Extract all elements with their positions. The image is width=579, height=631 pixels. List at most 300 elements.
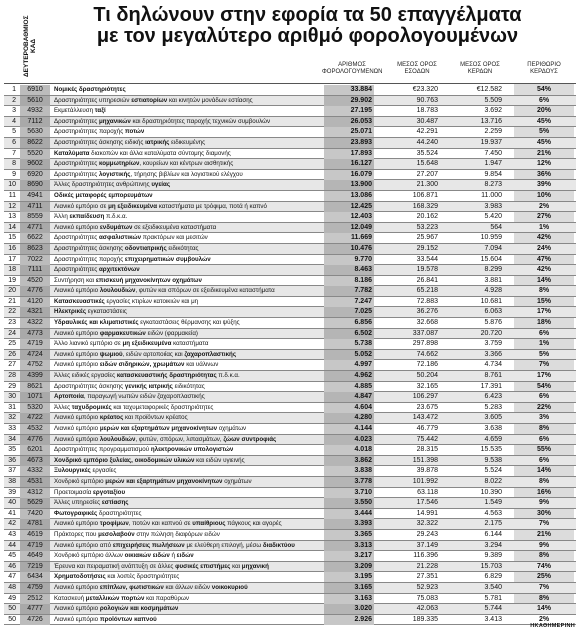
table-row [4,371,576,382]
average-profit: 3.605 [484,414,502,422]
profit-margin: 8% [538,477,550,485]
description-highlight: λουλουδιών [99,287,136,295]
average-revenue: 116.396 [413,552,438,560]
description-text: Δραστηριότητες άσκησης [54,244,125,252]
average-revenue: 14.991 [416,509,438,517]
rank-number: 37 [8,467,16,475]
description-highlight: υπαίθριους [192,520,226,528]
kad-code: 8690 [20,180,50,190]
description-highlight: Αρτοποιία [54,393,84,401]
description-text: και δραστηριότητες παροχής τεχνικών συμβουλών [130,117,271,125]
description-highlight: φαρμακευτικών [99,329,146,337]
description-text: στην πώληση διαφόρων ειδών [134,530,220,538]
rank-number: 21 [8,297,16,305]
filers-count: 3.163 [324,594,374,604]
description-text: πάγκους και αγορές [225,520,282,528]
average-profit: 3.692 [484,107,502,115]
table-row [4,594,576,605]
filers-count: 3.778 [324,477,374,487]
profit-margin: 10% [536,191,551,199]
kad-code: 4941 [20,191,50,201]
filers-count: 10.476 [324,244,374,254]
kad-code: 4321 [20,307,50,317]
kad-code: 4673 [20,456,50,466]
profession-description [54,509,322,519]
profit-margin: 21% [536,530,551,538]
rank-number: 4 [12,117,16,125]
average-revenue: 23.675 [416,403,438,411]
profit-margin: 9% [538,499,550,507]
table-row [4,191,576,202]
description-highlight: εστίασης [101,499,129,507]
description-text: Λιανικό εμπόριο από [54,541,113,549]
table-row [4,223,576,234]
profession-description [54,488,322,498]
filers-count: 3.365 [324,530,374,540]
rank-number: 24 [8,329,16,337]
description-text: Πράκτορες που [54,530,99,538]
description-text: εγκαταστάσεις [86,308,127,316]
description-text: και ειδών υγιεινής [194,456,245,464]
profession-description [54,138,322,148]
margin-column-header: ΠΕΡΙΘΩΡΙΟ ΚΕΡΔΟΥΣ [527,62,561,75]
description-text: π.δ.κ.α. [216,372,240,380]
description-highlight: εργοταξίου [93,488,126,496]
kad-code: 7112 [20,117,50,127]
average-profit: 10.390 [480,488,502,496]
kad-code: 6910 [20,85,50,95]
filers-count: 3.710 [324,488,374,498]
kad-code: 1071 [20,392,50,402]
profit-margin: 24% [536,244,551,252]
description-text: και υάλινων [184,361,219,369]
profit-margin: 14% [536,276,551,284]
profession-description [54,212,322,222]
description-text: , κουρείων και κέντρων αισθητικής [139,160,234,168]
rank-number: 43 [8,530,16,538]
description-text: καταστήματα [171,340,209,348]
filers-count: 7.782 [324,286,374,296]
average-profit: 10.959 [480,234,502,242]
description-text: και ταχυμεταφορικές δραστηριότητες [111,403,214,411]
average-profit: 6.063 [484,308,502,316]
average-profit: 20.720 [480,329,502,337]
profession-description [54,307,322,317]
average-revenue: 28.315 [416,446,438,454]
profit-margin: 54% [536,382,551,390]
profession-description [54,106,322,116]
rank-number: 38 [8,477,16,485]
filers-count: 6.856 [324,318,374,328]
filers-count: 12.049 [324,223,374,233]
average-revenue: 39.878 [416,467,438,475]
profession-description [54,159,322,169]
rank-number: 13 [8,213,16,221]
rank-number: 5 [12,128,16,136]
description-highlight: μηχανικών [98,117,131,125]
kad-code: 6622 [20,233,50,243]
profession-description [54,191,322,201]
table-row [4,530,576,541]
kad-code: 4771 [20,223,50,233]
average-profit: 5.283 [484,403,502,411]
average-profit: €12.582 [476,86,502,93]
profit-margin: 3% [538,414,550,422]
description-highlight: ταχυδρομικές [71,403,112,411]
profit-margin: 6% [538,393,550,401]
description-text: σε εξειδικευμένα καταστήματα [132,223,217,231]
description-highlight: ηλεκτρονικών υπολογιστών [150,446,234,454]
description-text: Λιανικό εμπόριο [54,329,100,337]
rank-number: 19 [8,276,16,284]
average-revenue: 143.472 [412,414,438,422]
kad-code: 4719 [20,339,50,349]
table-row [4,509,576,520]
filers-count: 5.052 [324,350,374,360]
table-row [4,583,576,594]
average-revenue: 29.152 [416,244,438,252]
filers-count: 3.862 [324,456,374,466]
table-row [4,382,576,393]
kad-code: 2512 [20,594,50,604]
description-text: δραστηριότητες [97,509,142,517]
kad-code: 4719 [20,541,50,551]
description-highlight: Νομικές δραστηριότητες [54,86,126,93]
description-highlight: ειδών σιδηρικών, χρωμάτων [99,361,185,369]
rank-number: 3 [12,107,16,115]
average-profit: 9.854 [484,170,502,178]
filers-count: 23.893 [324,138,374,148]
description-text: Άλλες ειδικές εργασίες [54,372,117,380]
profit-margin: 8% [538,287,550,295]
rank-number: 36 [8,456,16,464]
kad-code: 5610 [20,96,50,106]
profit-margin: 12% [536,160,551,168]
description-text: ή [169,552,177,560]
kad-code: 5630 [20,127,50,137]
description-highlight: λογιστικής [98,170,131,178]
table-row [4,572,576,583]
average-revenue: 30.487 [416,117,438,125]
profit-margin: 55% [536,446,551,454]
table-row [4,541,576,552]
filers-count: 25.071 [324,127,374,137]
rank-number: 32 [8,414,16,422]
rank-number: 40 [8,499,16,507]
rank-number: 33 [8,425,16,432]
average-profit: 5.420 [484,213,502,221]
filers-count: 27.195 [324,106,374,116]
kad-code: 4776 [20,286,50,296]
filers-count: 17.893 [324,149,374,159]
description-highlight: επιχειρηματικών συμβουλών [124,255,211,263]
description-text: Άλλες υπηρεσίες [54,499,102,507]
kad-code: 4759 [20,583,50,593]
profit-margin: 27% [536,213,551,221]
rank-number: 30 [8,393,16,401]
description-text: Εκμετάλλευση [54,107,95,115]
average-revenue: 21.228 [416,562,438,570]
description-text: Λιανικό εμπόριο [54,425,100,432]
table-row [4,307,576,318]
rank-number: 28 [8,372,16,380]
filers-count: 4.962 [324,371,374,381]
average-profit: 15.535 [480,446,502,454]
kad-code: 6434 [20,572,50,582]
average-profit: 3.638 [484,425,502,432]
profit-margin: 8% [538,425,550,432]
average-revenue: 52.923 [416,583,438,591]
kad-code: 4776 [20,435,50,445]
profit-margin: 30% [536,509,551,517]
description-text: Χονδρικό εμπόριο [54,477,106,485]
average-profit: 11.000 [481,191,502,199]
average-profit: 6.829 [484,573,502,581]
kad-code: 4932 [20,106,50,116]
description-highlight: Ηλεκτρικές [54,308,87,316]
profit-margin: 7% [538,361,550,369]
profit-margin: 42% [536,234,551,242]
average-revenue: 21.300 [416,181,438,189]
profit-margin: 14% [536,605,551,613]
description-text: Δραστηριότητες [54,170,99,178]
average-revenue: 27.207 [416,170,438,178]
filers-count: 4.997 [324,360,374,370]
kad-code: 4322 [20,318,50,328]
column-headers [40,52,575,84]
average-revenue: 53.223 [416,223,438,231]
description-highlight: υγείας [151,181,171,189]
kad-code: 4532 [20,424,50,434]
kad-code: 4619 [20,530,50,540]
average-profit: 19.937 [480,138,502,146]
table-row [4,519,576,530]
description-text: Συντήρηση και [54,276,96,284]
profession-description [54,413,322,423]
average-revenue: 17.546 [416,499,438,507]
rank-number: 10 [8,181,16,189]
profession-description [54,424,322,434]
profit-margin: 2% [538,615,550,623]
kad-code: 6920 [20,170,50,180]
average-profit: 4.734 [484,361,502,369]
description-text: Άλλη [54,213,70,221]
rank-number: 11 [8,191,16,199]
description-text: οχημάτων [222,477,252,485]
filers-count: 12.425 [324,202,374,212]
filers-count: 4.023 [324,435,374,445]
average-profit: 3.881 [484,276,502,284]
table-row [4,562,576,573]
average-revenue: 72.883 [416,297,438,305]
profit-margin: 45% [536,117,551,125]
rank-number: 9 [12,170,16,178]
table-row [4,276,576,287]
average-revenue: 32.668 [416,319,438,327]
kad-column-header: ΔΕΥΤΕΡΟΒΑΘΜΙΟΣ ΚΑΔ [23,15,37,77]
profession-description [54,297,322,307]
average-profit: 5.876 [484,319,502,327]
description-highlight: Υδραυλικές και κλιματιστικές [54,319,139,327]
average-revenue: 46.779 [416,425,438,432]
description-highlight: ενδυμάτων [99,223,133,231]
rank-number: 8 [12,160,16,168]
average-profit: 17.391 [480,382,502,390]
profit-margin: 39% [536,181,551,189]
description-text: , ειδών αρτοποιίας και [122,350,185,358]
description-text: και παραθύρων [144,594,189,602]
profession-description [54,519,322,529]
profit-margin: 22% [536,403,551,411]
filers-count: 6.502 [324,329,374,339]
profession-description [54,371,322,381]
kad-code: 8622 [20,138,50,148]
description-highlight: ιατρικής [145,138,170,146]
kad-code: 7022 [20,255,50,265]
description-highlight: τροφίμων [99,520,129,528]
filers-count: 5.738 [324,339,374,349]
table-row [4,445,576,456]
rank-number: 50 [8,615,16,623]
average-revenue: 25.967 [416,234,438,242]
table-row [4,297,576,308]
table-row [4,106,576,117]
profit-margin: 9% [538,541,550,549]
filers-count: 11.669 [324,233,374,243]
profit-margin: 8% [538,552,550,560]
kad-code: 4781 [20,519,50,529]
table-row [4,233,576,244]
filers-count: 3.550 [324,498,374,508]
filers-count: 33.884 [324,85,374,95]
filers-count: 3.393 [324,519,374,529]
average-profit: 8.273 [484,181,502,189]
kad-code: 9602 [20,159,50,169]
table-row [4,615,576,626]
header-divider [4,83,576,84]
average-profit: 7.094 [484,244,502,252]
profit-margin: 2% [538,202,550,210]
description-text: ειδικότητας [166,244,199,252]
rank-number: 48 [8,583,16,591]
description-text: Λιανικό εμπόριο [54,350,100,358]
table-row [4,85,576,96]
profession-description [54,615,322,625]
profit-margin: 7% [538,520,550,528]
table-row [4,488,576,499]
description-highlight: ζώων συντροφιάς [223,435,277,443]
profit-column-header: ΜΕΣΟΣ ΟΡΟΣ ΚΕΡΔΩΝ [460,62,500,75]
description-highlight: Χονδρικό εμπόριο ξυλείας, οικοδομικών υλικών [54,456,195,464]
filers-count: 29.902 [324,96,374,106]
kad-code: 5629 [20,498,50,508]
table-row [4,265,576,276]
description-highlight: μερών και εξαρτημάτων μηχανοκίνητων [105,477,223,485]
average-revenue: 297.898 [412,340,438,348]
description-text: , φυτών, σπόρων, λιπασμάτων, [135,435,224,443]
profession-description [54,572,322,582]
rank-number: 17 [8,255,16,263]
profit-margin: 20% [536,107,551,115]
description-highlight: μηχανική [241,562,269,570]
profit-margin: 5% [538,350,550,358]
rank-number: 7 [12,149,16,157]
average-revenue: 35.524 [416,149,438,157]
description-text: Έρευνα και πειραματική ανάπτυξη σε άλλες [54,562,176,570]
table-row [4,117,576,128]
filers-count: 7.247 [324,297,374,307]
profession-description [54,360,322,370]
filers-count: 4.885 [324,382,374,392]
table-row [4,149,576,160]
filers-count: 9.770 [324,255,374,265]
description-text: Δραστηριότητες [54,266,99,274]
table-row [4,202,576,213]
average-profit: 9.389 [484,552,502,560]
description-text: Χονδρικό εμπόριο άλλων [54,552,125,560]
average-revenue: 42.291 [416,128,438,136]
description-text: Λιανικό εμπόριο [54,615,100,623]
table-row [4,424,576,435]
filers-count: 2.926 [324,615,374,625]
rank-number: 14 [8,223,16,231]
description-text: Λιανικό εμπόριο [54,287,100,295]
kad-code: 6201 [20,445,50,455]
average-revenue: 75.083 [416,594,438,602]
profession-description [54,96,322,106]
profession-description [54,541,322,551]
filers-count: 8.463 [324,265,374,275]
average-revenue: 26.841 [416,276,438,284]
table-row [4,286,576,297]
average-revenue: 29.243 [416,530,438,538]
average-profit: 5.524 [484,467,502,475]
average-revenue: 50.204 [416,372,438,380]
filers-column-header: ΑΡΙΘΜΟΣ ΦΟΡΟΛΟΓΟΥΜΕΝΩΝ [322,62,383,75]
filers-count: 7.025 [324,307,374,317]
average-profit: 7.450 [484,149,502,157]
kad-code: 4777 [20,604,50,614]
average-profit: 15.703 [480,562,502,570]
profit-margin: 54% [536,86,551,93]
table-row [4,329,576,340]
profit-margin: 7% [538,583,550,591]
filers-count: 3.209 [324,562,374,572]
source-credit: ΗΚΑΘΗΜΕΡΙΝΗ [530,623,575,629]
description-text: Προετοιμασία [54,488,93,496]
description-highlight: Ξυλουργικές [54,467,91,475]
description-highlight: ταξί [94,107,106,115]
page-title [40,5,575,47]
table-row [4,413,576,424]
average-profit: 564 [490,223,502,231]
profession-description [54,551,322,561]
title-line-2: με τον μεγαλύτερο αριθμό φορολογουμένων [96,25,519,47]
average-revenue: 42.063 [416,605,438,613]
average-revenue: 75.442 [416,435,438,443]
average-profit: 4.563 [484,509,502,517]
average-profit: 3.540 [484,583,502,591]
description-text: Δραστηριότητες [54,117,99,125]
kad-code: 4120 [20,297,50,307]
average-profit: 8.022 [484,477,502,485]
average-profit: 2.259 [484,128,502,136]
profession-description [54,350,322,360]
description-text: Λιανικό εμπόριο σε [54,202,109,210]
table-row [4,255,576,266]
description-text: εργασίες κτιρίων κατοικιών και μη [104,297,199,305]
profit-margin: 15% [536,297,551,305]
